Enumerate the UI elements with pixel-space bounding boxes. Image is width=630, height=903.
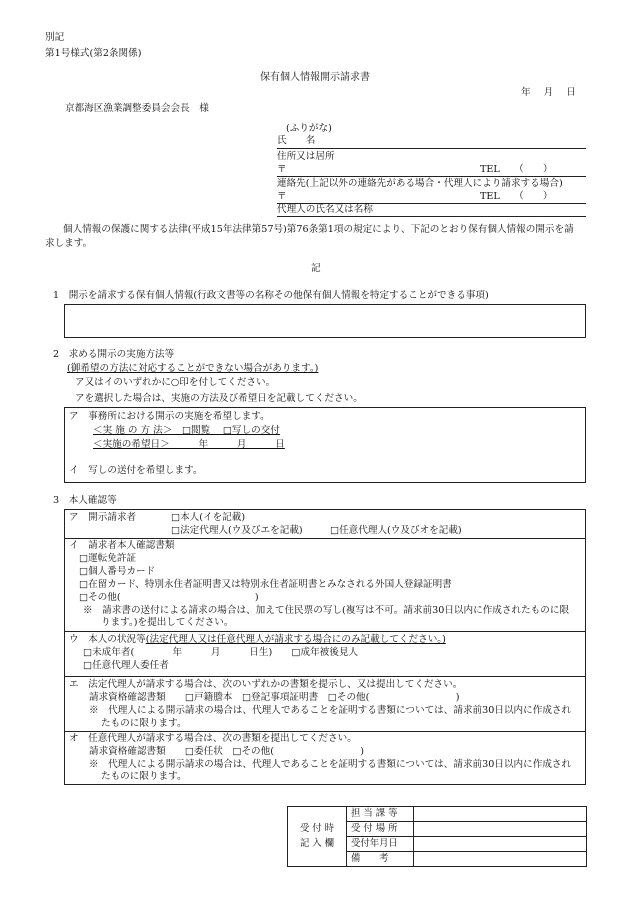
tel-label: TEL （ ） — [480, 164, 553, 175]
checkbox-legal-agent[interactable]: □法定代理人(ウ及びエを記載) — [171, 525, 303, 536]
legal-agent-line-1: エ 法定代理人が請求する場合は、次のいずれかの書類を提示し、又は提出してください。 — [69, 679, 463, 690]
agent-label: 代理人の氏名又は名称 — [277, 204, 373, 215]
reception-table — [287, 806, 587, 867]
legal-agent-note-1: ※ 代理人による開示請求の場合は、代理人であることを証明する書類については、請求前30日以内に作成され — [89, 705, 572, 716]
section1-input-box[interactable] — [64, 304, 586, 338]
voluntary-agent-note-2: たものに限ります。 — [101, 771, 187, 782]
status-heading — [69, 634, 446, 646]
reception-side-label — [288, 807, 347, 867]
addressee: 京都海区漁業調整委員会会長 様 — [65, 103, 209, 114]
date-field[interactable]: 年 月 日 — [521, 87, 576, 98]
intro-line-2: 求します。 — [45, 238, 93, 249]
reception-row-label: 受 付 場 所 — [347, 822, 414, 837]
postal-mark: 〒 — [277, 164, 287, 175]
address-line[interactable] — [277, 176, 586, 177]
reception-side-label-1: 受 付 時 — [299, 823, 335, 835]
reception-row-value[interactable] — [414, 807, 587, 822]
divider — [64, 731, 586, 732]
reception-row-label: 受付年月日 — [347, 837, 414, 852]
status-heading-note: (法定代理人又は任意代理人が請求する場合にのみ記載してください。) — [145, 634, 446, 645]
contact-label: 連絡先(上記以外の連絡先がある場合・代理人により請求する場合) — [277, 178, 563, 189]
voluntary-agent-note-1: ※ 代理人による開示請求の場合は、代理人であることを証明する書類については、請求前30日以内に作成され — [89, 759, 572, 770]
option-i-line[interactable]: イ 写しの送付を希望します。 — [69, 465, 203, 476]
status-line-1[interactable]: □未成年者( 年 月 日生) □成年被後見人 — [83, 647, 359, 658]
name-line[interactable] — [277, 148, 586, 149]
agent-line[interactable] — [277, 216, 586, 217]
checkbox-voluntary-agent[interactable]: □任意代理人(ウ及びオを記載) — [330, 525, 462, 536]
furigana-label: (ふりがな) — [286, 123, 332, 134]
reception-row-value[interactable] — [414, 837, 587, 852]
reception-side-label-2: 記 入 欄 — [299, 837, 335, 849]
name-label: 氏 名 — [277, 135, 316, 146]
tel-label-2: TEL （ ） — [480, 191, 553, 202]
section2-note: (御希望の方法に対応することができない場合があります。) — [67, 363, 319, 374]
voluntary-agent-docs[interactable]: 請求資格確認書類 □委任状 □その他( ) — [89, 746, 365, 757]
divider — [64, 538, 586, 539]
divider — [64, 676, 586, 677]
form-number: 第1号様式(第2条関係) — [45, 48, 142, 59]
reception-row-label: 担 当 課 等 — [347, 807, 414, 822]
address-label: 住所又は居所 — [277, 151, 335, 162]
form-title: 保有個人情報開示請求書 — [260, 72, 370, 83]
id-docs-heading: イ 請求者本人確認書類 — [69, 540, 175, 551]
option-a-line[interactable]: ア 事務所における開示の実施を希望します。 — [69, 411, 270, 422]
status-heading-text: ウ 本人の状況等 — [69, 634, 146, 645]
checkbox-residence-card[interactable]: □在留カード、特別永住者証明書又は特別永住者証明書とみなされる外国人登録証明書 — [79, 579, 452, 590]
checkbox-my-number-card[interactable]: □個人番号カード — [79, 566, 156, 577]
reception-row-label: 備 考 — [347, 852, 414, 867]
postal-mark-2: 〒 — [277, 191, 287, 202]
divider — [64, 631, 586, 632]
annex-label: 別記 — [45, 32, 65, 43]
section2-heading: 2 求める開示の実施方法等 — [53, 349, 175, 360]
method-selection[interactable]: ＜実 施 の 方 法＞ □閲覧 □写しの交付 — [93, 425, 280, 436]
section2-instruction-2: アを選択した場合は、実施の方法及び希望日を記載してください。 — [75, 393, 363, 404]
id-note-2: ります。)を提出してください。 — [101, 617, 234, 628]
status-line-2[interactable]: □任意代理人委任者 — [83, 660, 169, 671]
reception-row-value[interactable] — [414, 852, 587, 867]
section2-instruction-1: ア又はイのいずれかに○印を付してください。 — [75, 377, 276, 388]
legal-agent-docs[interactable]: 請求資格確認書類 □戸籍謄本 □登記事項証明書 □その他( ) — [89, 692, 460, 703]
reception-row-value[interactable] — [414, 822, 587, 837]
legal-agent-note-2: たものに限ります。 — [101, 718, 187, 729]
checkbox-other-id[interactable]: □その他( ) — [79, 592, 259, 603]
checkbox-drivers-license[interactable]: □運転免許証 — [79, 553, 137, 564]
section1-heading: 1 開示を請求する保有個人情報(行政文書等の名称その他保有個人情報を特定することができる事項) — [53, 290, 489, 301]
requester-type-label: ア 開示請求者 — [69, 512, 137, 523]
section3-heading: 3 本人確認等 — [53, 495, 117, 506]
id-note-1: ※ 請求書の送付による請求の場合は、加えて住民票の写し(複写は不可。請求前30日以内に作成されたものに限 — [83, 605, 570, 616]
checkbox-self[interactable]: □本人(イを記載) — [171, 512, 246, 523]
intro-line-1: 個人情報の保護に関する法律(平成15年法律第57号)第76条第1項の規定により、下記のとおり保有個人情報の開示を請 — [63, 224, 574, 235]
ki-label: 記 — [311, 263, 321, 274]
voluntary-agent-line-1: オ 任意代理人が請求する場合は、次の書類を提出してください。 — [69, 733, 357, 744]
date-wish[interactable]: ＜実施の希望日＞ 年 月 日 — [93, 439, 285, 450]
